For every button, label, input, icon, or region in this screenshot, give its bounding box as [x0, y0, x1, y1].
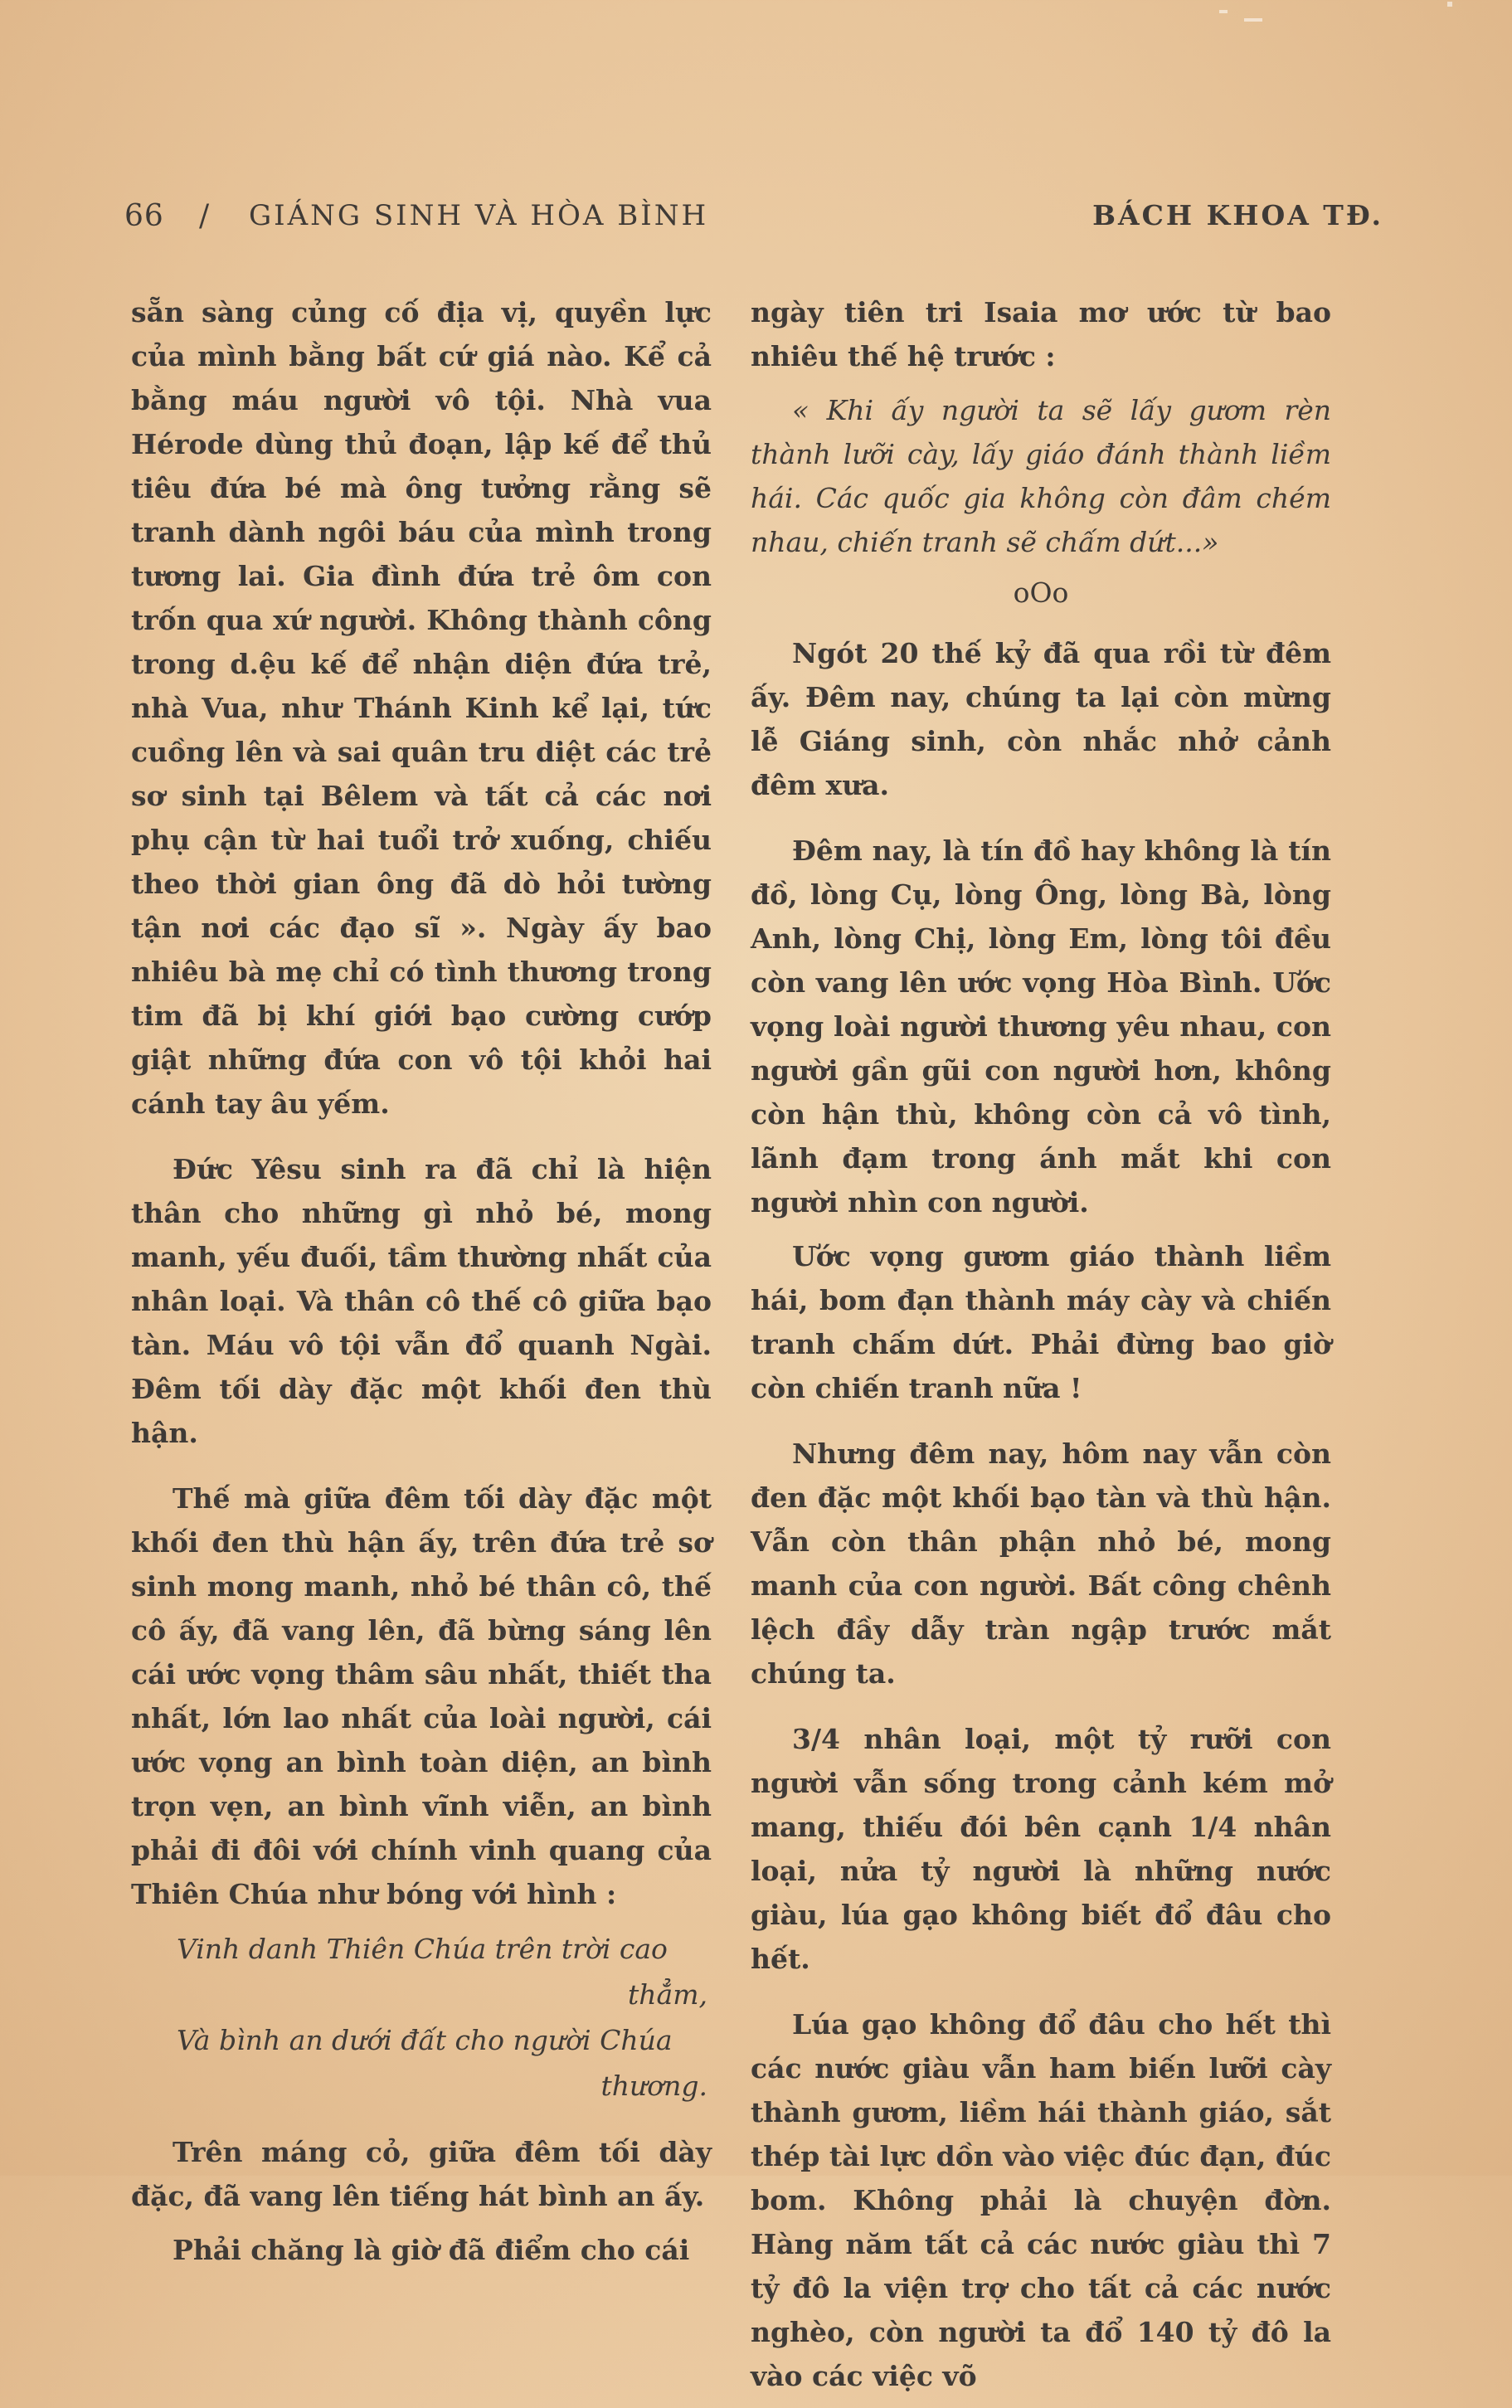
magazine-name: BÁCH KHOA TĐ. — [1092, 199, 1383, 231]
poem-line: Vinh danh Thiên Chúa trên trời cao — [177, 1933, 668, 1965]
left-column — [131, 290, 712, 2282]
right-column — [751, 290, 1331, 2408]
paragraph: Ngót 20 thế kỷ đã qua rồi từ đêm ấy. Đêm nay, chúng ta lại còn mừng lễ Giáng sinh, còn nhắc nhở cảnh đêm xưa. — [751, 637, 1331, 801]
section-divider: oOo — [1013, 576, 1069, 609]
paragraph: Phải chăng là giờ đã điểm cho cái — [173, 2234, 690, 2266]
poem-line: Và bình an dưới đất cho người Chúa — [177, 2024, 673, 2056]
article-title: GIÁNG SINH VÀ HÒA BÌNH — [249, 199, 709, 232]
paper-speck — [1219, 10, 1228, 13]
paragraph: Đêm nay, là tín đồ hay không là tín đồ, lòng Cụ, lòng Ông, lòng Bà, lòng Anh, lòng Chị, lòng Em, lòng tôi đều còn vang lên ước vọng Hòa Bình. Ước vọng loài người thương yêu nhau, con người gần gũi con người hơn, không còn hận thù, không còn cả vô tình, lãnh đạm trong ánh mắt khi con người nhìn con người. — [751, 834, 1331, 1219]
header-separator: / — [199, 199, 210, 233]
paragraph: Trên máng cỏ, giữa đêm tối dày đặc, đã vang lên tiếng hát bình an ấy. — [131, 2136, 712, 2212]
paragraph: sẵn sàng củng cố địa vị, quyền lực của mình bằng bất cứ giá nào. Kể cả bằng máu người vô tội. Nhà vua Hérode dùng thủ đoạn, lập kế để thủ tiêu đứa bé mà ông tưởng rằng sẽ tranh dành ngôi báu của mình trong tương lai. Gia đình đứa trẻ ôm con trốn qua xứ người. Không thành công trong d.ệu kế để nhận diện đứa trẻ, nhà Vua, như Thánh Kinh kể lại, tức cuồng lên và sai quân tru diệt các trẻ sơ sinh tại Bêlem và tất cả các nơi phụ cận từ hai tuổi trở xuống, chiếu theo thời gian ông đã dò hỏi tường tận nơi các đạo sĩ ». Ngày ấy bao nhiêu bà mẹ chỉ có tình thương trong tim đã bị khí giới bạo cường cướp giật những đứa con vô tội khỏi hai cánh tay âu yếm. — [131, 296, 712, 1120]
poem-line-end: thẳm, — [628, 1978, 707, 2011]
paper-speck — [1447, 2, 1452, 7]
paragraph: 3/4 nhân loại, một tỷ rưỡi con người vẫn sống trong cảnh kém mở mang, thiếu đói bên cạnh 1/4 nhân loại, nửa tỷ người là những nước giàu, lúa gạo không biết đổ đâu cho hết. — [751, 1723, 1331, 1975]
paragraph: Thế mà giữa đêm tối dày đặc một khối đen thù hận ấy, trên đứa trẻ sơ sinh mong manh, nhỏ bé thân cô, thế cô ấy, đã vang lên, đã bừng sáng lên cái ước vọng thâm sâu nhất, thiết tha nhất, lớn lao nhất của loài người, cái ước vọng an bình toàn diện, an bình trọn vẹn, an bình vĩnh viễn, an bình phải đi đôi với chính vinh quang của Thiên Chúa như bóng với hình : — [131, 1482, 712, 1910]
paragraph: Nhưng đêm nay, hôm nay vẫn còn đen đặc một khối bạo tàn và thù hận. Vẫn còn thân phận nhỏ bé, mong manh của con người. Bất công chênh lệch đầy dẫy tràn ngập trước mắt chúng ta. — [751, 1438, 1331, 1690]
paragraph: ngày tiên tri Isaia mơ ước từ bao nhiêu thế hệ trước : — [751, 296, 1331, 372]
page-header — [124, 199, 1383, 249]
paragraph: Ước vọng gươm giáo thành liềm hái, bom đạn thành máy cày và chiến tranh chấm dứt. Phải đừng bao giờ còn chiến tranh nữa ! — [751, 1240, 1331, 1404]
paragraph: Lúa gạo không đổ đâu cho hết thì các nước giàu vẫn ham biến lưỡi cày thành gươm, liềm hái thành giáo, sắt thép tài lực dồn vào việc đúc đạn, đúc bom. Không phải là chuyện đờn. Hàng năm tất cả các nước giàu thì 7 tỷ đô la viện trợ cho tất cả các nước nghèo, còn người ta đổ 140 tỷ đô la vào các việc võ — [751, 2008, 1331, 2392]
paragraph: Đức Yêsu sinh ra đã chỉ là hiện thân cho những gì nhỏ bé, mong manh, yếu đuối, tầm thường nhất của nhân loại. Và thân cô thế cô giữa bạo tàn. Máu vô tội vẫn đổ quanh Ngài. Đêm tối dày đặc một khối đen thù hận. — [131, 1153, 712, 1449]
page-number: 66 — [124, 199, 164, 233]
poem-verse — [131, 1926, 712, 2109]
paper-speck — [1244, 18, 1262, 22]
isaiah-quote: « Khi ấy người ta sẽ lấy gươm rèn thành lưỡi cày, lấy giáo đánh thành liềm hái. Các quốc gia không còn đâm chém nhau, chiến tranh sẽ chấm dứt...» — [751, 394, 1331, 558]
poem-line-end: thương. — [600, 2070, 707, 2102]
